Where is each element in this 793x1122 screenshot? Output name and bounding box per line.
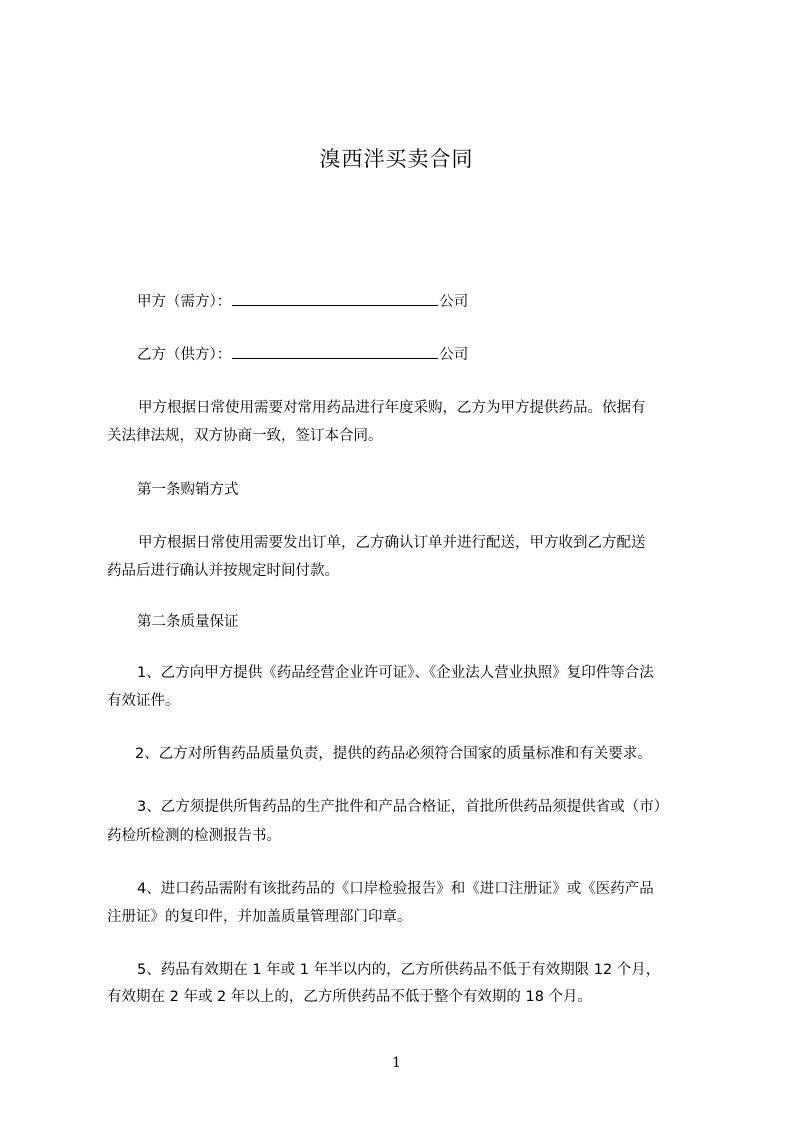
party-a-blank[interactable] [232,290,438,306]
party-a-label: 甲方（需方）： [137,294,232,310]
party-b-line [137,343,468,365]
intro-line-2: 关法律法规，双方协商一致，签订本合同。 [107,428,383,444]
article-1-line-1: 甲方根据日常使用需要发出订单，乙方确认订单并进行配送，甲方收到乙方配送 [138,535,646,551]
article-2-item-4-line-2: 注册证》的复印件，并加盖质量管理部门印章。 [107,909,412,925]
article-2-item-3-line-2: 药检所检测的检测报告书。 [107,828,281,844]
article-2-item-2-line-1: 2、乙方对所售药品质量负责，提供的药品必须符合国家的质量标准和有关要求。 [135,746,652,762]
article-2-item-1-line-1: 1、乙方向甲方提供《药品经营企业许可证》、《企业法人营业执照》复印件等合法 [137,665,654,681]
article-2-heading: 第二条质量保证 [137,614,239,630]
article-2-item-3-line-1: 3、乙方须提供所售药品的生产批件和产品合格证，首批所供药品须提供省或（市） [137,799,669,815]
party-a-line [137,290,468,312]
party-b-label: 乙方（供方）： [137,347,232,363]
intro-line-1: 甲方根据日常使用需要对常用药品进行年度采购，乙方为甲方提供药品。依据有 [138,400,646,416]
party-a-suffix: 公司 [439,294,469,310]
article-2-item-5-line-1: 5、药品有效期在 1 年或 1 年半以内的，乙方所供药品不低于有效期限 12 个月， [137,962,661,978]
party-b-suffix: 公司 [439,347,469,363]
page-number: 1 [392,1055,401,1071]
party-b-blank[interactable] [232,343,438,359]
contract-title: 溴西泮买卖合同 [319,147,474,171]
article-1-heading: 第一条购销方式 [137,482,239,498]
article-2-item-5-line-2: 有效期在 2 年或 2 年以上的，乙方所供药品不低于整个有效期的 18 个月。 [107,989,593,1005]
article-2-item-1-line-2: 有效证件。 [107,693,180,709]
article-2-item-4-line-1: 4、进口药品需附有该批药品的《口岸检验报告》和《进口注册证》或《医药产品 [137,881,654,897]
article-1-line-2: 药品后进行确认并按规定时间付款。 [107,563,339,579]
